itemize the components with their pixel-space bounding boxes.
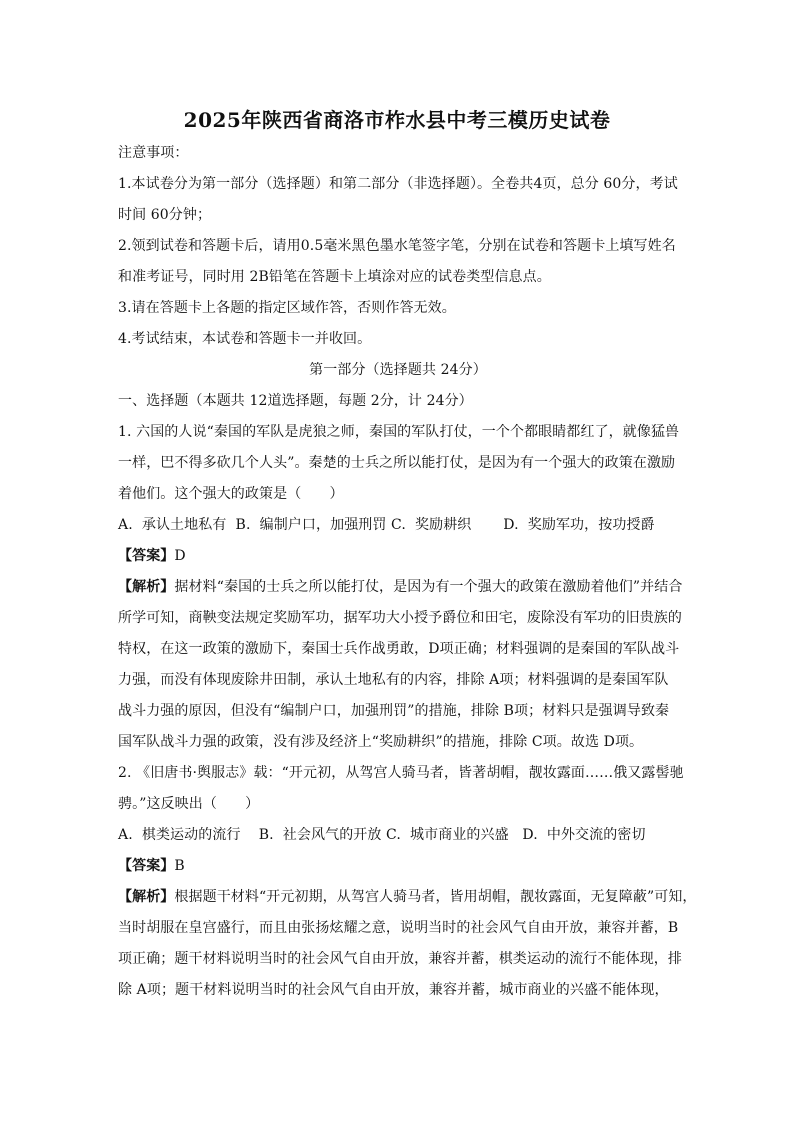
analysis-tag: 【解析】 (118, 889, 175, 905)
question-2-options: A. 棋类运动的流行 B. 社会风气的开放 C. 城市商业的兴盛 D. 中外交流的密切 (118, 827, 646, 843)
question-1-analysis: 力强，而没有体现废除井田制，承认土地私有的内容，排除 A项；材料强调的是秦国军队 (118, 672, 669, 688)
question-2-stem: 2. 《旧唐书·舆服志》载：“开元初，从驾宫人骑马者，皆著胡帽，靓妆露面……俄又露髻驰 (118, 765, 684, 781)
question-1-stem: 1. 六国的人说“秦国的军队是虎狼之师，秦国的军队打仗，一个个都眼睛都红了，就像猛兽 (118, 424, 680, 440)
question-1-options: A. 承认土地私有 B. 编制户口，加强刑罚 C. 奖励耕织 D. 奖励军功，按功授爵 (118, 517, 655, 533)
question-2-answer (118, 858, 678, 889)
question-2-analysis: 除 A项；题干材料说明当时的社会风气自由开放，兼容并蓄，城市商业的兴盛不能体现， (118, 982, 669, 998)
analysis-text: 据材料“秦国的士兵之所以能打仗，是因为有一个强大的政策在激励着他们”并结合 (174, 579, 683, 595)
question-1-analysis: 特权，在这一政策的激励下，秦国士兵作战勇敢，D项正确；材料强调的是秦国的军队战斗 (118, 641, 680, 657)
notice-line: 4.考试结束，本试卷和答题卡一并收回。 (118, 331, 372, 347)
document-body (118, 145, 697, 1013)
section-title: 一、选择题（本题共 12道选择题，每题 2分，计 24分） (118, 393, 473, 409)
notice-line: 3.请在答题卡上各题的指定区域作答，否则作答无效。 (118, 300, 456, 316)
question-1-analysis (118, 579, 683, 610)
part-title: 第一部分（选择题共 24分） (309, 362, 487, 378)
question-2-analysis: 项正确；题干材料说明当时的社会风气自由开放，兼容并蓄，棋类运动的流行不能体现，排 (118, 951, 682, 967)
answer-tag: 【答案】 (118, 548, 175, 564)
question-2-analysis (118, 889, 697, 920)
notice-line: 2.领到试卷和答题卡后，请用0.5毫米黑色墨水笔签字笔，分别在试卷和答题卡上填写姓名 (118, 238, 676, 254)
answer-tag: 【答案】 (118, 858, 175, 874)
answer-value: D (174, 548, 186, 564)
question-2-stem: 骋。”这反映出（ ） (118, 796, 260, 812)
answer-value: B (174, 858, 185, 874)
analysis-tag: 【解析】 (118, 579, 175, 595)
notice-line: 时间 60分钟； (118, 207, 212, 223)
question-1-analysis: 国军队战斗力强的政策，没有涉及经济上“奖励耕织”的措施，排除 C项。故选 D项。 (118, 734, 644, 750)
question-1-answer (118, 548, 678, 579)
analysis-text: 根据题干材料“开元初期，从驾宫人骑马者，皆用胡帽，靓妆露面，无复障蔽”可知， (174, 889, 697, 905)
notice-line: 和准考证号，同时用 2B铅笔在答题卡上填涂对应的试卷类型信息点。 (118, 269, 551, 285)
question-1-stem: 着他们。这个强大的政策是（ ） (118, 486, 344, 502)
notice-line: 1.本试卷分为第一部分（选择题）和第二部分（非选择题）。全卷共4页，总分 60分，考试 (118, 176, 678, 192)
page-title: 2025年陕西省商洛市柞水县中考三模历史试卷 (183, 108, 611, 132)
question-2-analysis: 当时胡服在皇宫盛行，而且由张扬炫耀之意，说明当时的社会风气自由开放，兼容并蓄，B (118, 920, 679, 936)
notice-heading: 注意事项： (118, 145, 189, 161)
question-1-stem: 一样，巴不得多砍几个人头”。秦楚的士兵之所以能打仗，是因为有一个强大的政策在激励 (118, 455, 676, 471)
question-1-analysis: 战斗力强的原因，但没有“编制户口，加强刑罚”的措施，排除 B项；材料只是强调导致秦 (118, 703, 670, 719)
question-1-analysis: 所学可知，商鞅变法规定奖励军功，据军功大小授予爵位和田宅，废除没有军功的旧贵族的 (118, 610, 682, 626)
